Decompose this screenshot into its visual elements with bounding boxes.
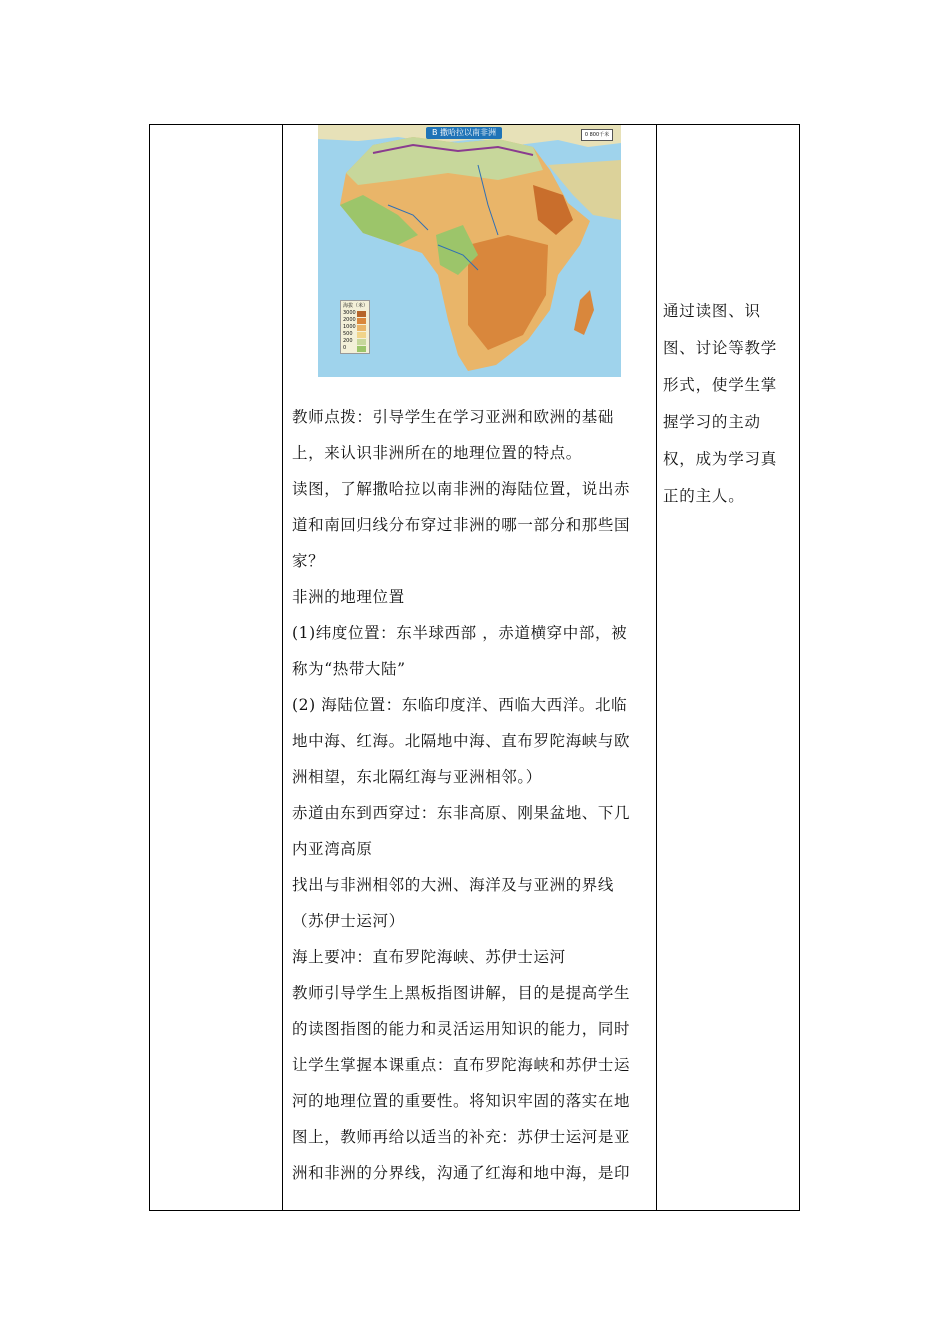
content-line: 非洲的地理位置: [292, 588, 405, 606]
design-intent: [663, 293, 785, 515]
content-line: 内亚湾高原: [292, 840, 373, 858]
content-line: 图上，教师再给以适当的补充：苏伊士运河是亚: [292, 1128, 631, 1146]
legend-swatch: [357, 311, 366, 317]
legend-tick: 1000: [343, 324, 356, 330]
legend-swatch: [357, 325, 366, 331]
intent-line: 图、讨论等教学: [663, 339, 778, 357]
legend-swatch: [357, 318, 366, 324]
content-line: (1)纬度位置：东半球西部 ，赤道横穿中部，被: [292, 624, 628, 642]
intent-line: 权，成为学习真: [663, 450, 778, 468]
content-line: 家？: [292, 552, 325, 570]
column-divider-1: [282, 125, 283, 1210]
lesson-table: [149, 124, 800, 1211]
content-line: 地中海、红海。北隔地中海、直布罗陀海峡与欧: [292, 732, 631, 750]
map-legend: [340, 300, 370, 354]
content-line: （苏伊士运河）: [292, 912, 405, 930]
intent-line: 握学习的主动: [663, 413, 761, 431]
content-line: 教师点拨：引导学生在学习亚洲和欧洲的基础: [292, 408, 615, 426]
legend-swatch: [357, 339, 366, 345]
intent-line: 通过读图、识: [663, 302, 761, 320]
content-line: (2) 海陆位置：东临印度洋、西临大西洋。北临: [292, 696, 628, 714]
content-line: 上，来认识非洲所在的地理位置的特点。: [292, 444, 582, 462]
content-line: 海上要冲：直布罗陀海峡、苏伊士运河: [292, 948, 566, 966]
content-line: 称为“热带大陆”: [292, 660, 406, 678]
content-line: 道和南回归线分布穿过非洲的哪一部分和那些国: [292, 516, 631, 534]
column-divider-2: [656, 125, 657, 1210]
content-line: 赤道由东到西穿过：东非高原、刚果盆地、下几: [292, 804, 631, 822]
legend-swatch: [357, 332, 366, 338]
content-line: 读图，了解撒哈拉以南非洲的海陆位置，说出赤: [292, 480, 631, 498]
intent-line: 正的主人。: [663, 487, 745, 505]
intent-line: 形式，使学生掌: [663, 376, 778, 394]
content-line: 的读图指图的能力和灵活运用知识的能力，同时: [292, 1020, 631, 1038]
content-line: 洲和非洲的分界线，沟通了红海和地中海，是印: [292, 1164, 631, 1182]
legend-tick: 3000: [343, 310, 356, 316]
content-line: 河的地理位置的重要性。将知识牢固的落实在地: [292, 1092, 631, 1110]
legend-swatch: [357, 346, 366, 352]
legend-tick: 200: [343, 338, 353, 344]
legend-ticks: [343, 310, 356, 352]
legend-tick: 0: [343, 345, 347, 351]
map-title-badge: B 撒哈拉以南非洲: [426, 127, 502, 139]
legend-title: 海拔（米）: [343, 303, 369, 309]
africa-map: [318, 125, 621, 377]
content-line: 让学生掌握本课重点：直布罗陀海峡和苏伊士运: [292, 1056, 631, 1074]
map-scale: 0 800千米: [581, 129, 613, 141]
content-line: 找出与非洲相邻的大洲、海洋及与亚洲的界线: [292, 876, 615, 894]
content-line: 洲相望，东北隔红海与亚洲相邻。）: [292, 768, 542, 786]
legend-tick: 500: [343, 331, 353, 337]
content-line: 教师引导学生上黑板指图讲解，目的是提高学生: [292, 984, 631, 1002]
legend-tick: 2000: [343, 317, 356, 323]
teaching-content: [292, 399, 652, 1191]
